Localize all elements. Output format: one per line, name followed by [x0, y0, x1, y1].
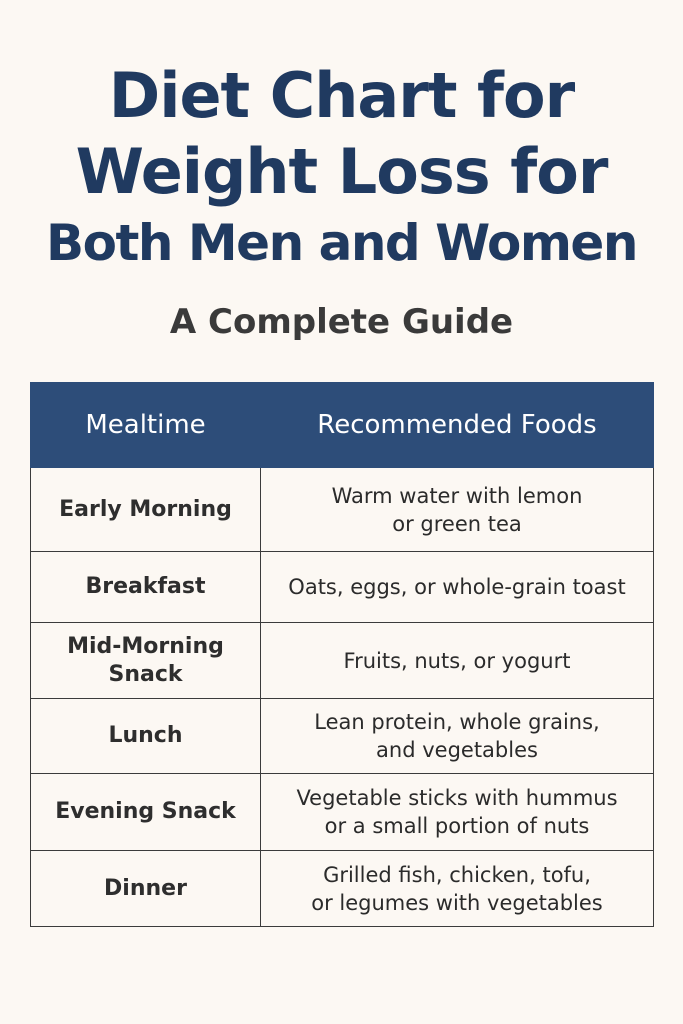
diet-table — [30, 382, 654, 927]
mealtime-cell: Early Morning — [31, 468, 261, 552]
foods-cell: Lean protein, whole grains, and vegetables — [261, 699, 654, 774]
mealtime-cell: Dinner — [31, 851, 261, 927]
foods-cell: Grilled fish, chicken, tofu, or legumes with vegetables — [261, 851, 654, 927]
title-line-2: Weight Loss for — [75, 135, 608, 208]
table-row — [31, 699, 654, 774]
column-header-recommended-foods: Recommended Foods — [261, 383, 654, 468]
mealtime-cell: Breakfast — [31, 552, 261, 623]
foods-cell: Fruits, nuts, or yogurt — [261, 623, 654, 699]
title-line-3: Both Men and Women — [46, 214, 637, 272]
page-subtitle: A Complete Guide — [169, 302, 514, 342]
mealtime-cell: Lunch — [31, 699, 261, 774]
title-line-1: Diet Chart for — [108, 59, 575, 132]
foods-cell: Vegetable sticks with hummus or a small portion of nuts — [261, 774, 654, 851]
foods-cell: Warm water with lemon or green tea — [261, 468, 654, 552]
page-title — [0, 58, 683, 276]
table-header-row — [31, 383, 654, 468]
table-row — [31, 468, 654, 552]
foods-cell: Oats, eggs, or whole-grain toast — [261, 552, 654, 623]
table-row — [31, 623, 654, 699]
mealtime-cell: Mid-Morning Snack — [31, 623, 261, 699]
table-row — [31, 774, 654, 851]
table-row — [31, 851, 654, 927]
mealtime-cell: Evening Snack — [31, 774, 261, 851]
column-header-mealtime: Mealtime — [31, 383, 261, 468]
table-row — [31, 552, 654, 623]
